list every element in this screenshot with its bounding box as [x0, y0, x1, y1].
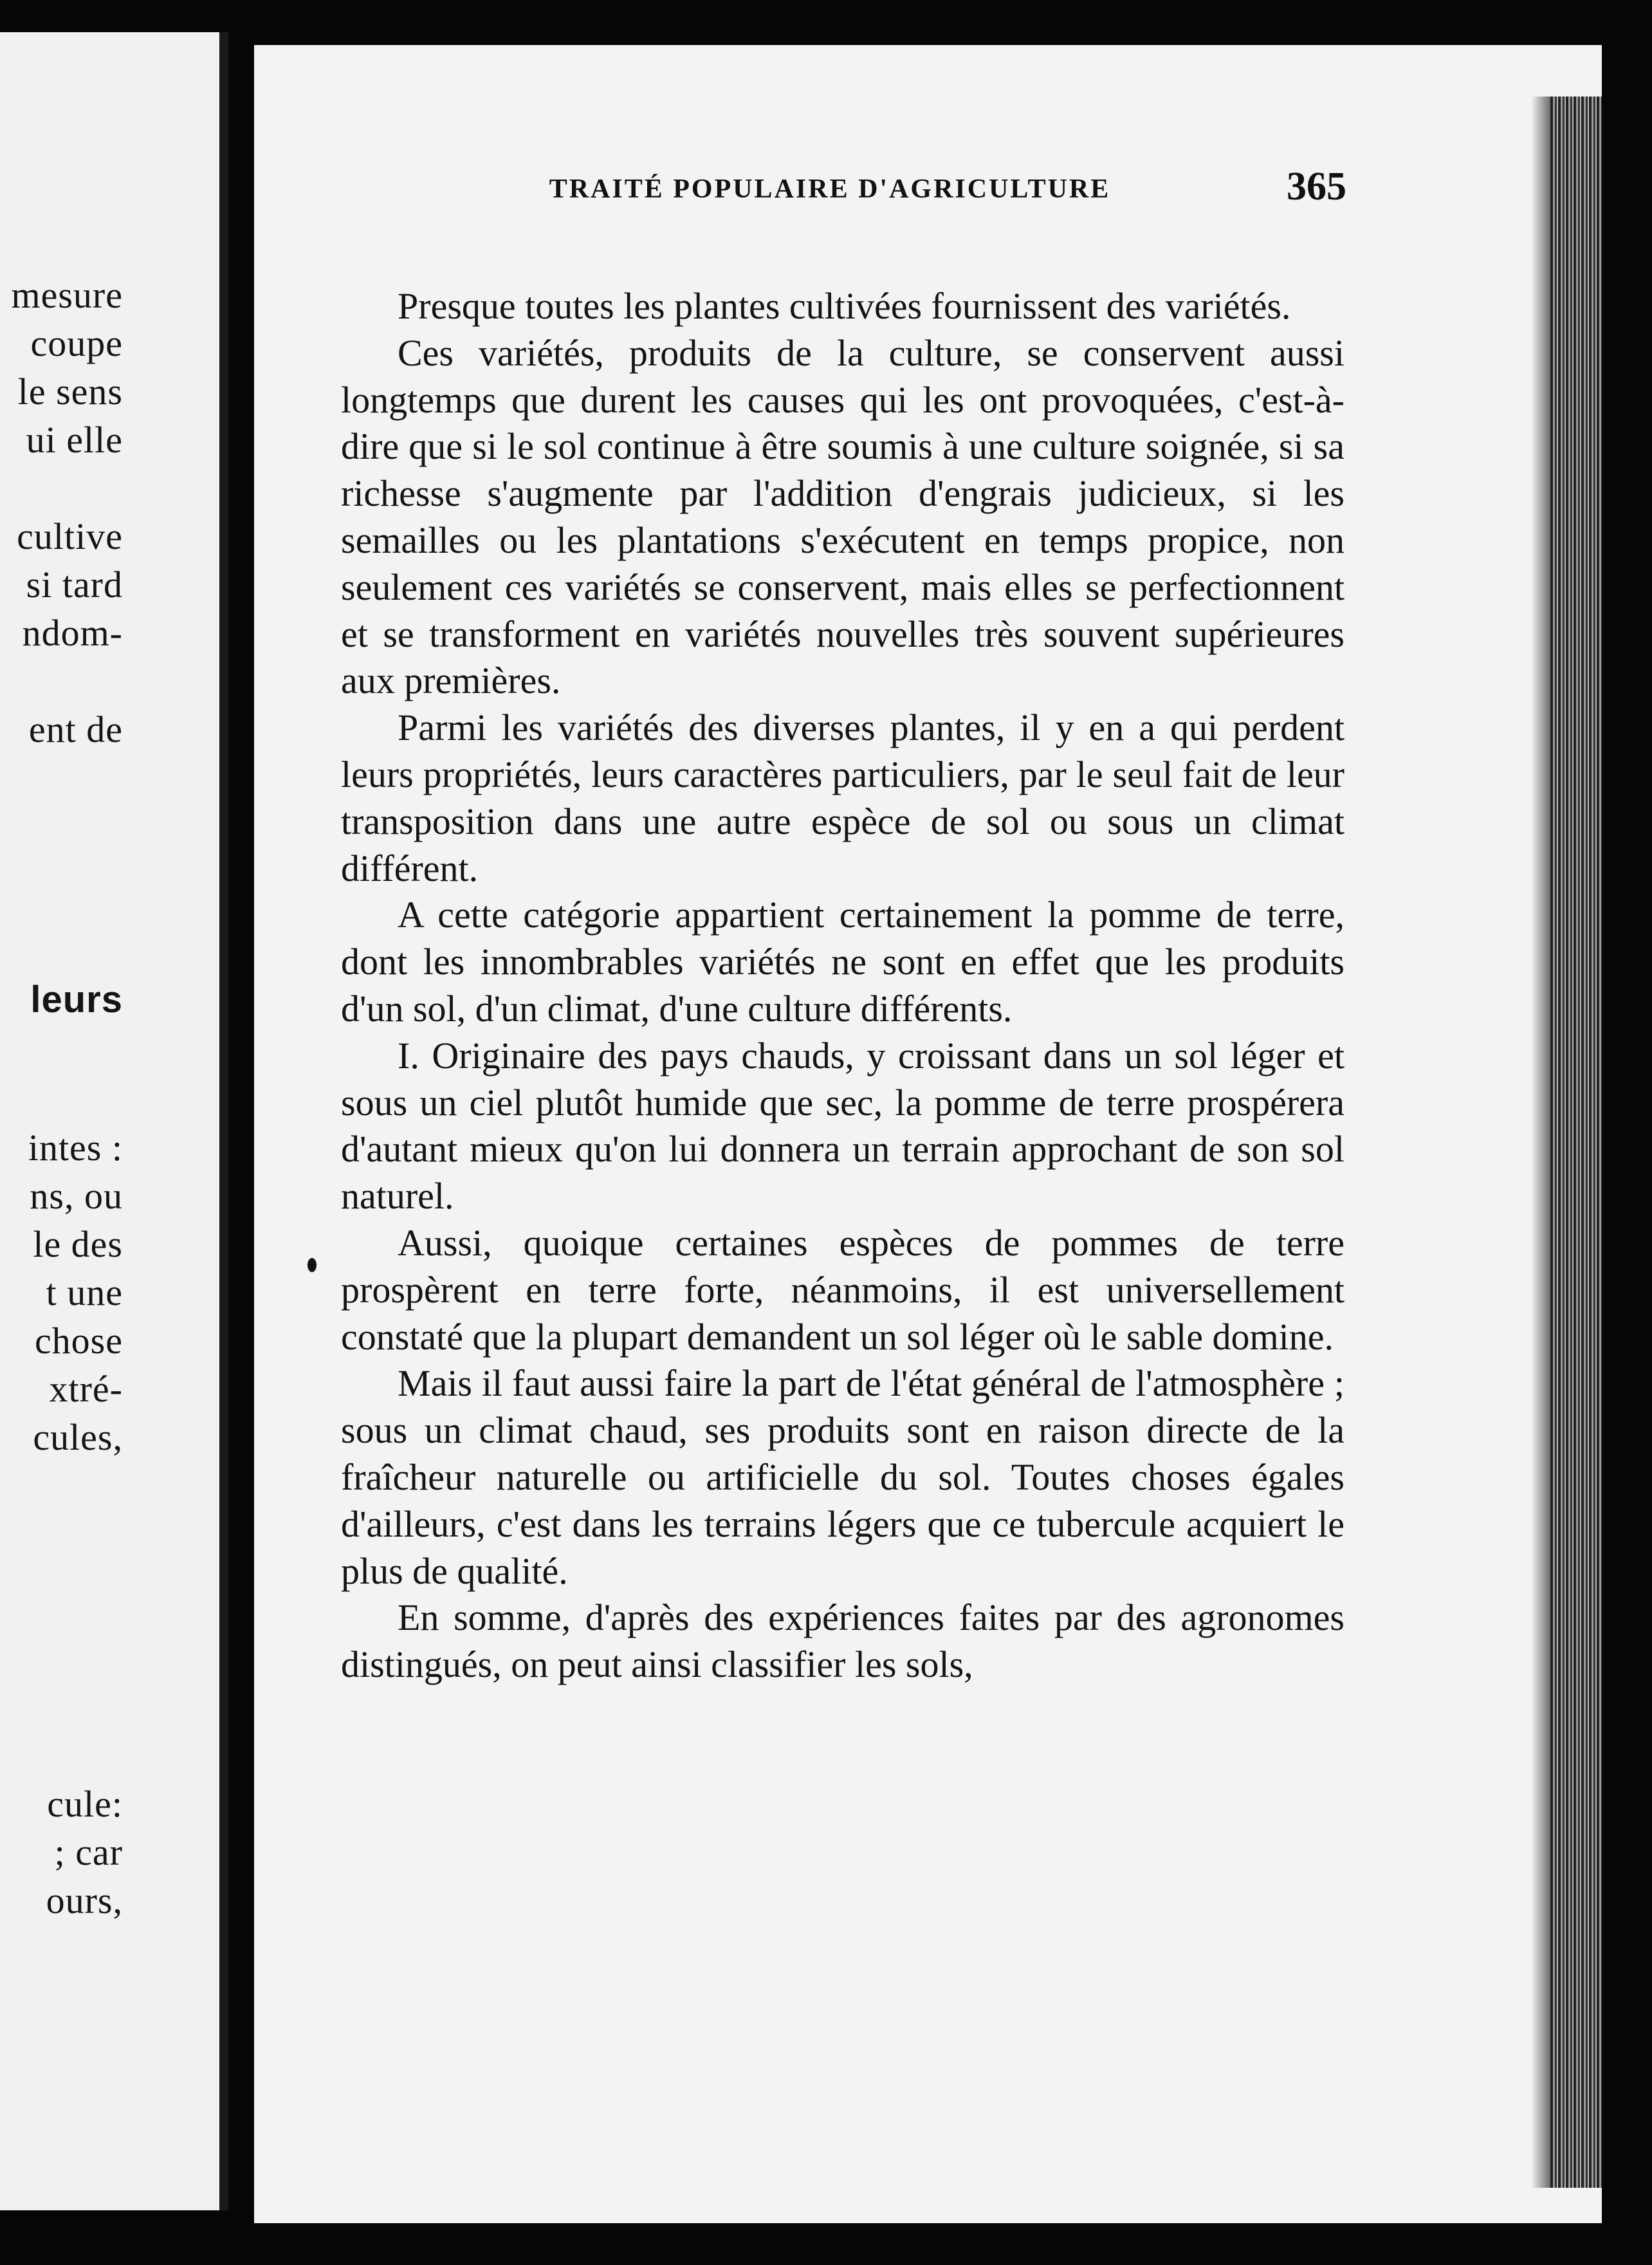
paragraph: Mais il faut aussi faire la part de l'état général de l'atmosphère ; sous un climat chaud, ses produits sont en raison directe de la fraîcheur naturelle ou artificielle du sol. Toutes choses égales d'ailleurs, c'est dans les terrains légers que ce tubercule acquiert le plus de qualité. [341, 1362, 1345, 1592]
paragraph: Ces variétés, produits de la culture, se conservent aussi longtemps que durent les causes qui les ont provoquées, c'est-à-dire que si le sol continue à être soumis à une culture soignée, si sa richesse s'augmente par l'addition d'engrais judicieux, si les semailles ou les plantations s'exécutent en temps propice, non seulement ces variétés se conservent, mais elles se perfectionnent et se transforment en variétés nouvelles très souvent supérieures aux premières. [341, 331, 1345, 702]
left-page-line: ui elle [26, 419, 123, 461]
left-page-line: si tard [26, 564, 123, 606]
margin-mark [307, 1258, 317, 1272]
left-facing-page [0, 32, 228, 2210]
running-head: TRAITÉ POPULAIRE D'AGRICULTURE [549, 174, 1111, 204]
left-page-line: chose [34, 1320, 123, 1362]
left-page-line: cule: [47, 1783, 123, 1825]
left-page-line: mesure [11, 274, 123, 316]
left-page-line: t une [46, 1271, 123, 1313]
left-page-line: cules, [33, 1416, 123, 1458]
left-page-line: ndom- [22, 612, 123, 654]
left-page-line: le des [33, 1223, 123, 1265]
page-edge-stack [1550, 97, 1602, 2188]
page-number: 365 [1287, 165, 1346, 208]
left-page-line: ns, ou [30, 1175, 123, 1217]
left-page-line: intes : [28, 1127, 123, 1169]
paragraph: I. Originaire des pays chauds, y croissant dans un sol léger et sous un ciel plutôt humide que sec, la pomme de terre prospérera d'autant mieux qu'on lui donnera un terrain approchant de son sol naturel. [341, 1034, 1345, 1217]
paragraph: Presque toutes les plantes cultivées fournissent des variétés. [398, 285, 1291, 327]
body-text [341, 283, 1345, 1688]
left-page-line: ent de [28, 708, 123, 750]
left-page-heading: leurs [30, 979, 123, 1021]
paragraph: A cette catégorie appartient certainement la pomme de terre, dont les innombrables variétés ne sont en effet que les produits d'un sol, d'un climat, d'une culture différents. [341, 894, 1345, 1030]
paragraph: En somme, d'après des expériences faites par des agronomes distingués, on peut ainsi classifier les sols, [341, 1596, 1345, 1686]
paragraph: Parmi les variétés des diverses plantes, il y en a qui perdent leurs propriétés, leurs caractères particuliers, par le seul fait de leur transposition dans une autre espèce de sol ou sous un climat différent. [341, 707, 1345, 889]
left-page-line: cultive [17, 515, 123, 557]
left-page-line: xtré- [49, 1368, 123, 1410]
left-page-line: ; car [54, 1831, 123, 1873]
left-page-line: ours, [46, 1880, 123, 1921]
left-page-line: coupe [30, 322, 123, 364]
page-shadow [1531, 97, 1550, 2188]
left-page-line: le sens [17, 371, 123, 412]
paragraph: Aussi, quoique certaines espèces de pommes de terre prospèrent en terre forte, néanmoins, il est universellement constaté que la plupart demandent un sol léger où le sable domine. [341, 1221, 1345, 1358]
